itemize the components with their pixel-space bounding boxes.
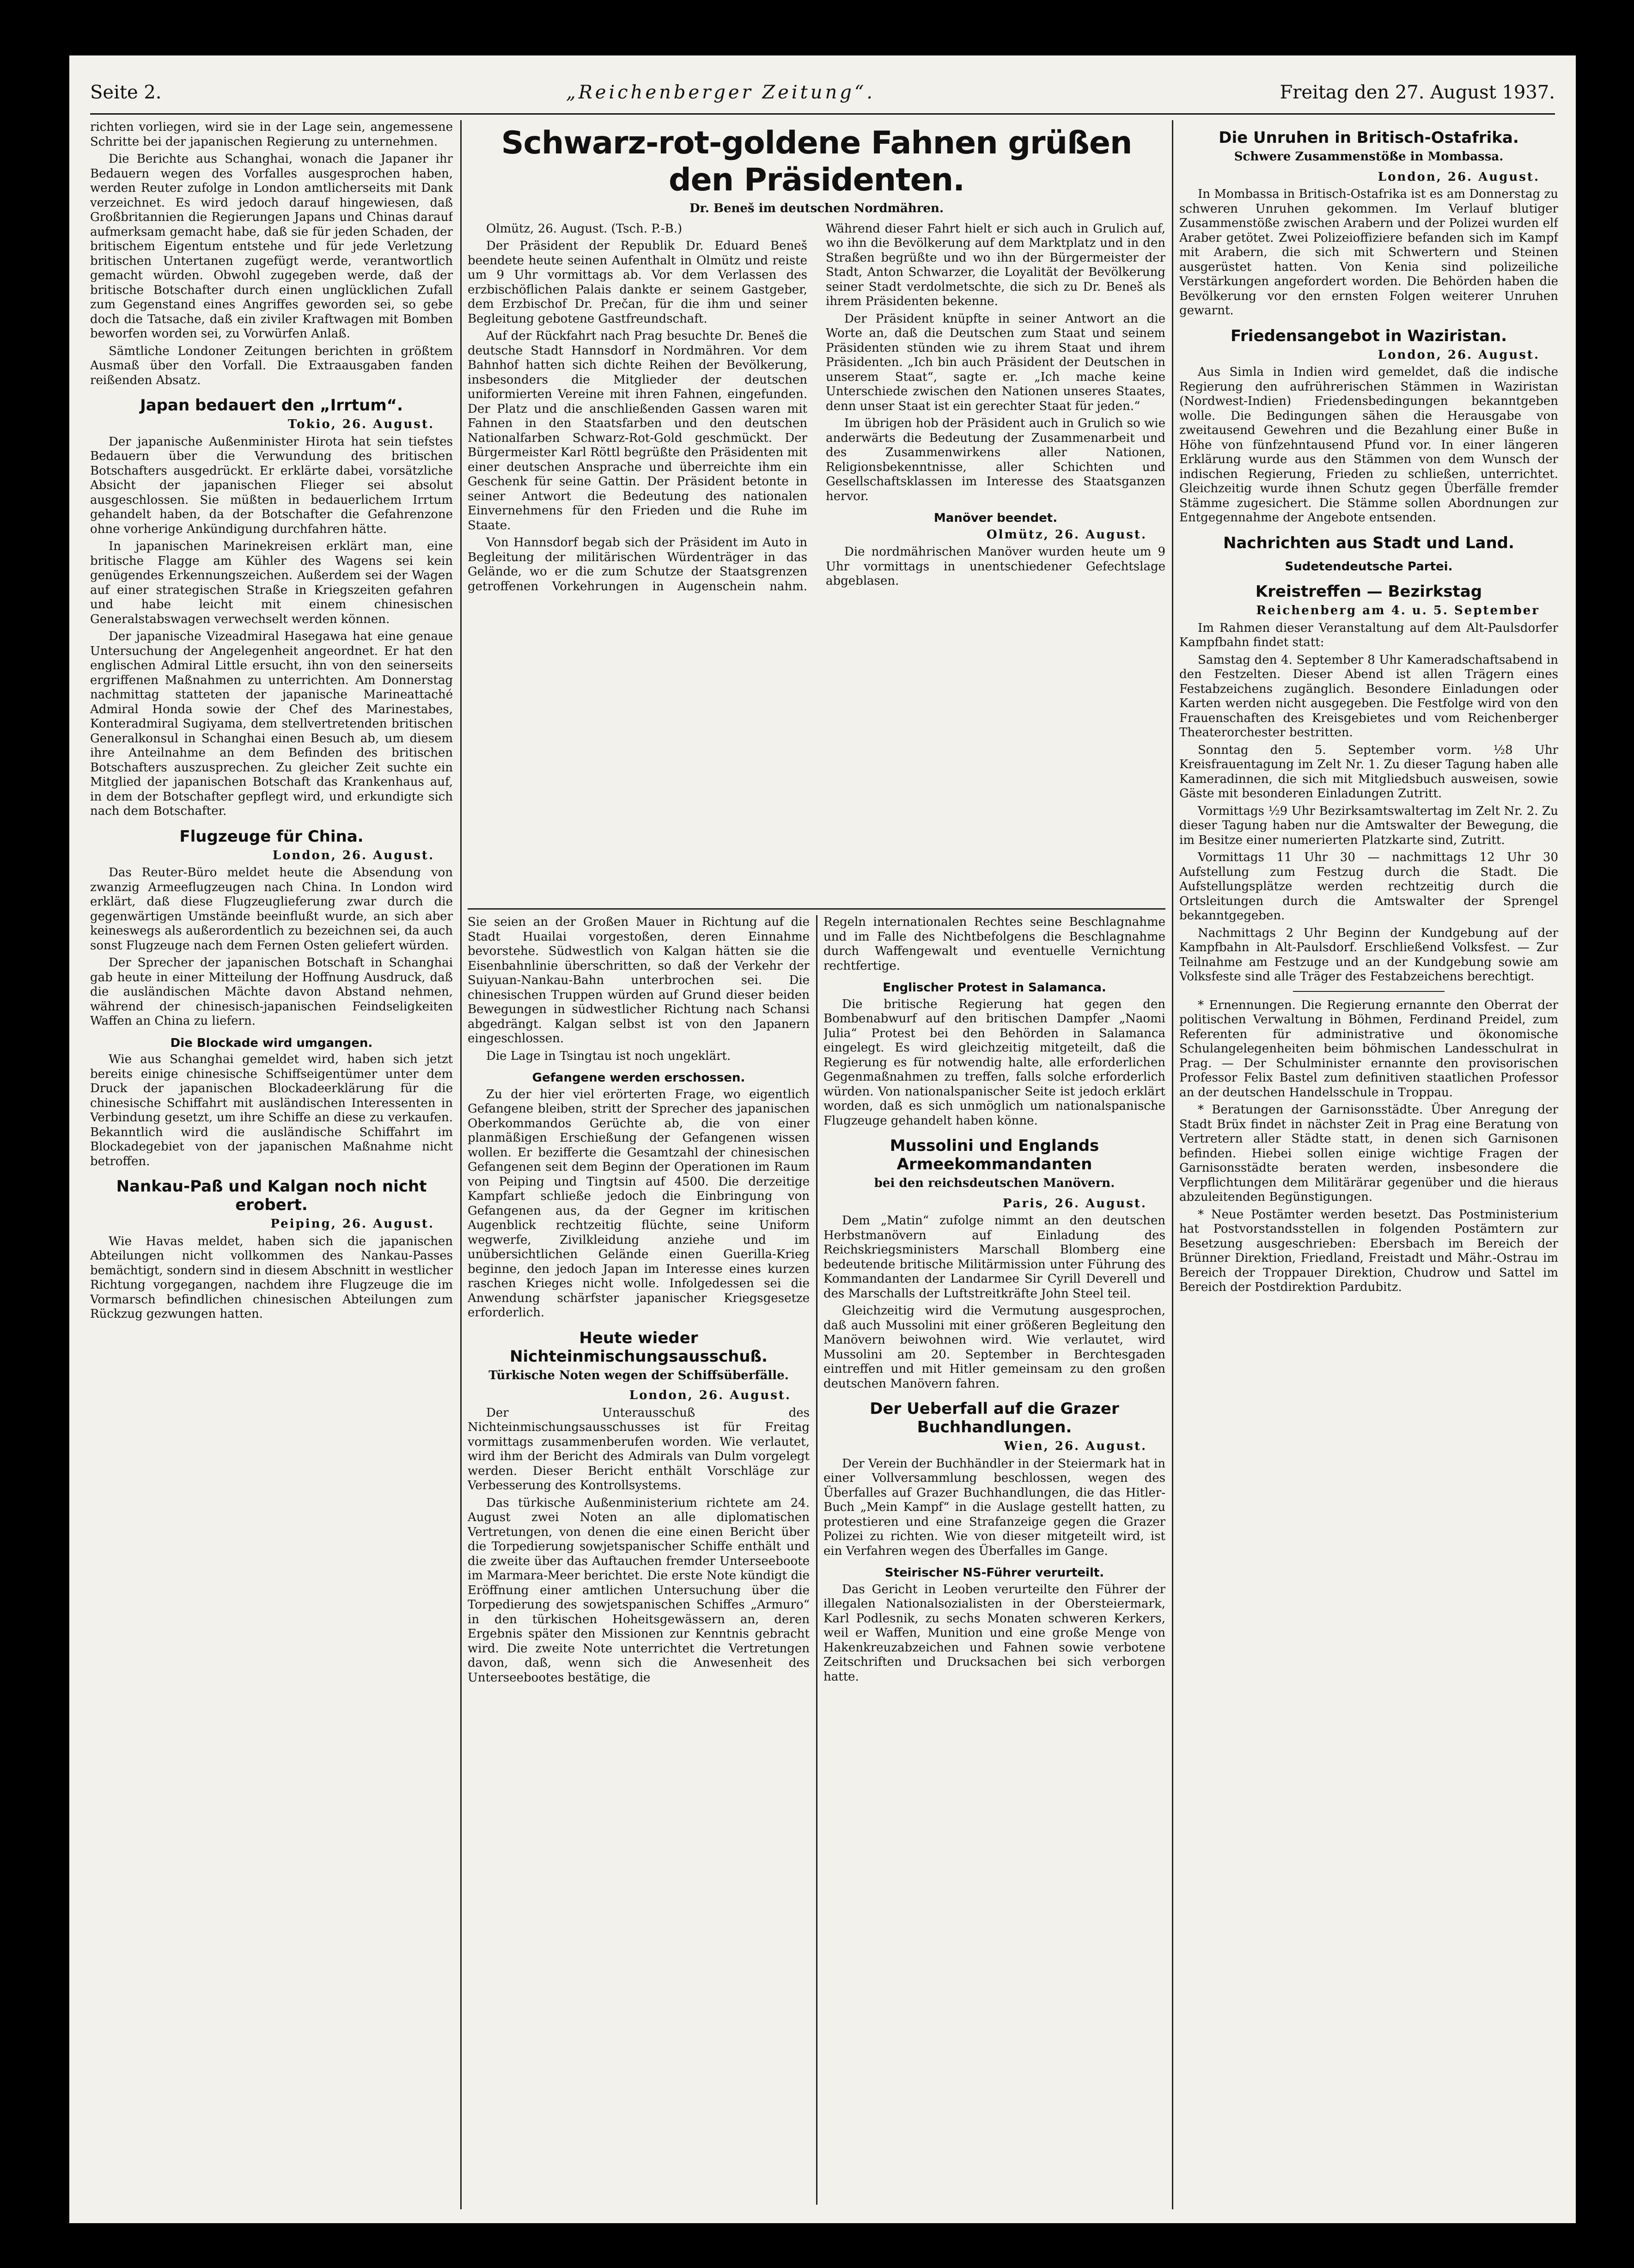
paragraph: Samstag den 4. September 8 Uhr Kameradschaftsabend in den Festzelten. Dieser Abend ist allen Trägern eines Festabzeichens zugänglich. Besondere Einladungen oder Karten werden nicht ausgegeben. Die Festfolge wird von den Frauenschaften des Kreisgebietes und vom Reichenberger Theaterorchester bestritten. (1179, 653, 1558, 740)
subheading: Englischer Protest in Salamanca. (883, 981, 1106, 995)
subheadline: bei den reichsdeutschen Manövern. (874, 1176, 1115, 1190)
paragraph: Der japanische Außenminister Hirota hat sein tiefstes Bedauern über die Verwundung des britischen Botschafters ausgedrückt. Er erklärte dabei, vorsätzliche Absicht der japanischen Flieger sei absolut ausgeschlossen. Sie müßten in bedauerlichem Irrtum gehandelt haben, da der Botschafter die Gefahrenzone ohne vorherige Ankündigung durchfahren hätte. (90, 434, 453, 536)
article-headline: Kreistreffen — Bezirkstag (1255, 582, 1482, 601)
paragraph: Im übrigen hob der Präsident auch in Grulich so wie anderwärts die Bedeutung der Zusammenarbeit und des Zusammenwirkens aller Nationen, Religionsbekenntnisse, aller Schichten und Gesellschaftsklassen im Interesse des Staatsganzen hervor. (826, 416, 1165, 503)
lead-story (468, 120, 1165, 897)
lead-body (468, 222, 1165, 594)
paragraph: Der japanische Vizeadmiral Hasegawa hat eine genaue Untersuchung der Angelegenheit angeordnet. Er hat den englischen Admiral Little ersucht, ihn von den seinerseits ergriffenen Maßnahmen zu unterrichten. Am Donnerstag nachmittag statteten der japanische Marineattaché Admiral Honda sowie der Chef des Marinestabes, Konteradmiral Sugiyama, dem stellvertretenden britischen Generalkonsul in Schanghai einen Besuch ab, um diesem ihre Anteilnahme an dem Befinden des britischen Botschafters auszusprechen. Zu gleicher Zeit suchte ein Mitglied der japanischen Botschaft das Krankenhaus auf, in dem der Botschafter gepflegt wird, und erkundigte sich nach dem Botschafter. (90, 630, 453, 818)
paragraph: Die nordmährischen Manöver wurden heute um 9 Uhr vormittags in unentschiedener Gefechtslage abgeblasen. (826, 545, 1165, 588)
subheading: Gefangene werden erschossen. (532, 1071, 745, 1085)
paragraph: * Beratungen der Garnisonsstädte. Über Anregung der Stadt Brüx findet in nächster Zeit in Prag eine Beratung von Vertretern aller Städte statt, in denen sich Garnisonen befinden. Hiebei sollen einige wichtige Fragen der Garnisonsstädte beraten werden, insbesondere die Verpflichtungen dem Militärärar gegenüber und die hieraus abzuleitenden Begünstigungen. (1179, 1103, 1558, 1204)
article-headline: Japan bedauert den „Irrtum“. (140, 396, 403, 415)
paragraph: Nachmittags 2 Uhr Beginn der Kundgebung auf der Kampfbahn in Alt-Paulsdorf. Erschließend Volksfest. — Zur Teilnahme am Festzuge und an der Kundgebung sowie am Volksfeste sind alle Träger des Festabzeichens berechtigt. (1179, 926, 1558, 984)
paragraph: richten vorliegen, wird sie in der Lage sein, angemessene Schritte bei der japanischen Regierung zu unternehmen. (90, 120, 453, 149)
paragraph: Aus Simla in Indien wird gemeldet, daß die indische Regierung den aufrührerischen Stämmen in Waziristan (Nordwest-Indien) Friedensbedingungen bekanntgeben wolle. Die Bedingungen sähen die Herausgabe von zweitausend Gewehren und die Bezahlung einer Buße in Höhe von fünfzehntausend Pfund vor. In einer längeren Erklärung wurde aus den Stämmen von dem Wunsch der indischen Regierung, Frieden zu schließen, unterrichtet. Gleichzeitig wurde ihnen Schutz gegen Überfälle fremder Stämme zugesichert. Die Stämme sollen Abordnungen zur Entgegennahme der Angebote entsenden. (1179, 365, 1558, 525)
column-left (90, 120, 453, 2209)
paragraph: Die britische Regierung hat gegen den Bombenabwurf auf den britischen Dampfer „Naomi Julia“ Protest bei den Behörden in Salamanca eingelegt. Es wird gleichzeitig mitgeteilt, daß die Regierung es für notwendig halte, alle erforderlichen Gegenmaßnahmen zu treffen, falls solche erforderlich würden. Von nationalspanischer Seite ist jedoch erklärt worden, daß es sich unmöglich um nationalspanische Flugzeuge gehandelt haben könne. (823, 997, 1165, 1128)
dateline: Peiping, 26. August. (270, 1217, 434, 1231)
article-headline: Die Unruhen in Britisch-Ostafrika. (1219, 128, 1519, 147)
paragraph: Sie seien an der Großen Mauer in Richtung auf die Stadt Huailai vorgestoßen, deren Einnahme bevorstehe. Südwestlich von Kalgan hätten sie die Eisenbahnlinie überschritten, so daß der Verkehr der Suiyuan-Nankau-Bahn unterbrochen sei. Die chinesischen Truppen würden auf Grund dieser beiden Bewegungen in südwestlicher Richtung nach Schansi abgedrängt. Kalgan selbst ist von den Japanern eingeschlossen. (468, 915, 810, 1045)
column-right (1179, 120, 1558, 2209)
lead-headline: Schwarz-rot-goldene Fahnen grüßen den Präsidenten. (501, 125, 1132, 198)
column-middle-left (468, 915, 810, 2205)
paragraph: Vormittags ½9 Uhr Bezirksamtswaltertag im Zelt Nr. 2. Zu dieser Tagung haben nur die Amtswalter der Bewegung, die im Besitze einer numerierten Platzkarte sind, Zutritt. (1179, 804, 1558, 847)
subheadline: Schwere Zusammenstöße in Mombassa. (1234, 150, 1504, 164)
paragraph: Das Reuter-Büro meldet heute die Absendung von zwanzig Armeeflugzeugen nach China. In London wird erklärt, daß diese Flugzeuglieferung zwar durch die gegenwärtigen Umstände beeinflußt wurde, an sich aber keineswegs als außerordentlich zu bezeichnen sei, da auch sonst Flugzeuge nach dem Fernen Osten geliefert würden. (90, 866, 453, 953)
paragraph: * Ernennungen. Die Regierung ernannte den Oberrat der politischen Verwaltung in Böhmen, Ferdinand Preidel, zum Referenten für administrative und ökonomische Schulangelegenheiten beim böhmischen Landesschulrat in Prag. — Der Schulminister ernannte den provisorischen Professor Felix Bastel zum definitiven staatlichen Professor an der deutschen Handelsschule in Troppau. (1179, 998, 1558, 1100)
subheadline: Türkische Noten wegen der Schiffsüberfälle. (488, 1368, 789, 1382)
separator (1293, 991, 1445, 992)
paragraph: Der Verein der Buchhändler in der Steiermark hat in einer Vollversammlung beschlossen, wegen des Überfalles auf Grazer Buchhandlungen, die das Hitler-Buch „Mein Kampf“ in die Auslage gestellt hatten, zu protestieren und eine Strafanzeige gegen die Grazer Polizei zu richten. Wie von dieser mitgeteilt wird, ist ein Verfahren wegen des Überfalles im Gange. (823, 1456, 1165, 1558)
paragraph: Die Lage in Tsingtau ist noch ungeklärt. (486, 1049, 731, 1063)
section-headline: Nachrichten aus Stadt und Land. (1223, 533, 1514, 552)
paragraph: Sämtliche Londoner Zeitungen berichten in größtem Ausmaß über den Vorfall. Die Extraausgaben fanden reißenden Absatz. (90, 344, 453, 387)
paragraph: Regeln internationalen Rechtes seine Beschlagnahme und im Falle des Nichtbefolgens die Beschlagnahme durch Waffengewalt und eventuelle Vernichtung rechtfertige. (823, 915, 1165, 973)
dateline: London, 26. August. (1378, 170, 1540, 184)
article-headline: Mussolini und Englands Armeekommandanten (890, 1137, 1099, 1174)
paragraph: Der Unterausschuß des Nichteinmischungsausschusses ist für Freitag vormittags zusammenberufen worden. Wie verlautet, wird ihm der Bericht des Admirals van Dulm vorgelegt werden. Dieser Bericht enthält Vorschläge zur Verbesserung des Kontrollsystems. (468, 1406, 810, 1492)
subheading: Manöver beendet. (933, 511, 1058, 525)
paragraph: Der Sprecher der japanischen Botschaft in Schanghai gab heute in einer Mitteilung der Hoffnung Ausdruck, daß die ausländischen Mächte davon Abstand nehmen, während der chinesisch-japanischen Feindseligkeiten Waffen an China zu liefern. (90, 956, 453, 1028)
dateline: London, 26. August. (629, 1388, 791, 1402)
paragraph: Der Präsident der Republik Dr. Eduard Beneš beendete heute seinen Aufenthalt in Olmütz und reiste um 9 Uhr vormittags ab. Vor dem Verlassen des erzbischöflichen Palais dankte er seinem Gastgeber, dem Erzbischof Dr. Prečan, für die ihm und seiner Begleitung gebotene Gastfreundschaft. (468, 239, 807, 326)
paragraph: Der Präsident knüpfte in seiner Antwort an die Worte an, daß die Deutschen zum Staat und seinem Präsidenten stünden wie zu ihrem Staat und ihrem Präsidenten. „Ich bin auch Präsident der Deutschen in unserem Staat“, sagte er. „Ich mache keine Unterschiede zwischen den Nationen unseres Staates, denn unser Staat ist ein gerechter Staat für jeden.“ (826, 312, 1165, 413)
paragraph: Olmütz, 26. August. (Tsch. P.-B.) (486, 221, 683, 236)
dateline: Reichenberg am 4. u. 5. September (1256, 604, 1540, 617)
paragraph: Die Berichte aus Schanghai, wonach die Japaner ihr Bedauern wegen des Vorfalles ausgesprochen haben, werden Reuter zufolge in London amtlicherseits mit Dank verzeichnet. Es wird jedoch darauf hingewiesen, daß Großbritannien die Regierungen Japans und Chinas darauf aufmerksam gemacht habe, daß sie für jeden Schaden, der britischem Eigentum entstehe und für jede Verletzung britischen Untertanen zugefügt werde, verantwortlich gemacht würden. Obwohl zugegeben werde, daß der britische Botschafter durch einen unglücklichen Zufall zum Gegenstand eines Angriffes geworden sei, so gebe doch die Tatsache, daß ein ziviler Kraftwagen mit Bomben beworfen worden sei, zu Vorwürfen Anlaß. (90, 152, 453, 341)
dateline: London, 26. August. (272, 848, 434, 862)
paragraph: Von Hannsdorf begab sich der Präsident im Auto in Begleitung der militärischen Würdenträger in das Gelände, wo er die zum Schutze der Staatsgrenzen getroffenen Vorkehrungen in Augenschein nahm. Während dieser Fahrt hielt er sich auch in Grulich auf, wo ihn die Bevölkerung auf dem Marktplatz und in den Straßen begrüßte und wo ihn der Bürgermeister der Stadt, Anton Schwarzer, die Loyalität der Bevölkerung seiner Stadt verdolmetschte, die sich zu Dr. Beneš als ihrem Präsidenten bekenne. (468, 221, 1165, 593)
subheading: Die Blockade wird umgangen. (170, 1036, 373, 1050)
paragraph: Das Gericht in Leoben verurteilte den Führer der illegalen Nationalsozialisten in der Obersteiermark, Karl Podlesnik, zu sechs Monaten schweren Kerkers, weil er Waffen, Munition und eine große Menge von Hakenkreuzabzeichen und Fahnen sowie verbotene Zeitschriften und Drucksachen bei sich verborgen hatte. (823, 1582, 1165, 1684)
paragraph: Zu der hier viel erörterten Frage, wo eigentlich Gefangene bleiben, stritt der Sprecher des japanischen Oberkommandos Gerüchte ab, die von einer planmäßigen Erschießung der Gefangenen wissen wollen. Er bezifferte die Gesamtzahl der chinesischen Gefangenen seit dem Beginn der Operationen im Raum von Peiping und Tingtsin auf 4500. Die derzeitige Kampfart schließe jedoch die Einbringung von Gefangenen aus, da der Gegner im kritischen Augenblick rechtzeitig flüchte, seine Uniform wegwerfe, Zivilkleidung anziehe und im unübersichtlichen Gelände einen Guerilla-Krieg beginne, den jedoch Japan im Interesse eines kurzen raschen Krieges nicht wolle. Infolgedessen sei die Anwendung schärfster japanischer Kriegsgesetze erforderlich. (468, 1087, 810, 1320)
article-headline: Nankau-Paß und Kalgan noch nicht erobert. (116, 1177, 427, 1214)
paragraph: Im Rahmen dieser Veranstaltung auf dem Alt-Paulsdorfer Kampfbahn findet statt: (1179, 621, 1558, 649)
paragraph: Dem „Matin“ zufolge nimmt an den deutschen Herbstmanövern auf Einladung des Reichskriegsministers Marschall Blomberg eine bedeutende britische Militärmission unter Führung des Kommandanten der Landarmee Sir Cyrill Deverell und des Marschalls der Luftstreitkräfte John Steel teil. (823, 1214, 1165, 1301)
dateline: Olmütz, 26. August. (987, 527, 1147, 542)
paragraph: In Mombassa in Britisch-Ostafrika ist es am Donnerstag zu schweren Unruhen gekommen. Im Verlauf blutiger Zusammenstöße zwischen Arabern und der Polizei wurden elf Araber getötet. Zwei Polizeioffiziere befanden sich im Kampf mit Arabern, die sich mit Schwertern und Steinen ausgerüstet hatten. Von Kenia sind polizeiliche Verstärkungen angefordert worden. Die Behörden haben die Bevölkerung vor den ernsten Folgen weiterer Unruhen gewarnt. (1179, 187, 1558, 318)
dateline: Tokio, 26. August. (287, 417, 434, 431)
paragraph: Das türkische Außenministerium richtete am 24. August zwei Noten an alle diplomatischen Vertretungen, von denen die eine einen Bericht über die Torpedierung sowjetspanischer Schiffe enthält und die zweite über das Auftauchen fremder Unterseeboote im Marmara-Meer berichtet. Die erste Note kündigt die Eröffnung einer amtlichen Untersuchung über die Torpedierung des sowjetspanischen Schiffes „Armuro“ in den türkischen Hoheitsgewässern an, deren Ergebnis später den Missionen zur Kenntnis gebracht wird. Die zweite Note unterrichtet die Vertretungen davon, daß, wenn sich die Anwesenheit des Unterseebootes bestätige, die (468, 1496, 810, 1685)
article-headline: Friedensangebot in Waziristan. (1230, 326, 1507, 345)
paragraph: Sonntag den 5. September vorm. ½8 Uhr Kreisfrauentagung im Zelt Nr. 1. Zu dieser Tagung haben alle Kameradinnen, die sich mit Mitgliedsbuch ausweisen, sowie Gäste mit besonderen Einladungen Zutritt. (1179, 743, 1558, 801)
article-headline: Heute wieder Nichteinmischungsausschuß. (510, 1328, 768, 1366)
column-rule (816, 915, 817, 2205)
subheading: Steirischer NS-Führer verurteilt. (884, 1566, 1104, 1580)
column-rule (1172, 120, 1173, 2209)
paragraph: Gleichzeitig wird die Vermutung ausgesprochen, daß auch Mussolini mit einer größeren Begleitung den Manövern beiwohnen wird. Wie verlautet, wird Mussolini am 20. September in Berchtesgaden eintreffen und mit Hitler gemeinsam zu den großen deutschen Manövern fahren. (823, 1304, 1165, 1391)
page-number: Seite 2. (90, 82, 162, 103)
dateline: Paris, 26. August. (1002, 1196, 1147, 1210)
paragraph: Vormittags 11 Uhr 30 — nachmittags 12 Uhr 30 Aufstellung zum Festzug durch die Stadt. Die Aufstellungsplätze werden rechtzeitig durch die Ortsleitungen durch die Amtswalter der Sprengel bekanntgegeben. (1179, 850, 1558, 923)
section-rule (468, 908, 1165, 910)
paragraph: Wie Havas meldet, haben sich die japanischen Abteilungen nicht vollkommen des Nankau-Passes bemächtigt, sondern sind in diesem Abschnitt in westlicher Richtung vorgegangen, nachdem ihre Flugzeuge die im Vormarsch befindlichen chinesischen Abteilungen zum Rückzug gezwungen hatten. (90, 1234, 453, 1321)
dateline: London, 26. August. (1378, 348, 1540, 362)
paragraph: Auf der Rückfahrt nach Prag besuchte Dr. Beneš die deutsche Stadt Hannsdorf in Nordmähren. Vor dem Bahnhof hatten sich dichte Reihen der Bevölkerung, insbesonders die Mitglieder der deutschen uniformierten Vereine mit ihren Fahnen, eingefunden. Der Platz und die anschließenden Gassen waren mit Fahnen in den Staatsfarben und den deutschen Nationalfarben Schwarz-Rot-Gold geschmückt. Der Bürgermeister Karl Röttl begrüßte den Präsidenten mit einer deutschen Ansprache und überreichte ihm ein Geschenk für seine Gattin. Der Präsident betonte in seiner Antwort die Bedeutung des nationalen Einvernehmens für den Frieden und die Ruhe im Staate. (468, 329, 807, 532)
article-headline: Flugzeuge für China. (179, 827, 364, 846)
subheading: Sudetendeutsche Partei. (1285, 559, 1453, 574)
paragraph: * Neue Postämter werden besetzt. Das Postministerium hat Postvorstandsstellen in folgenden Postämtern zur Besetzung ausgeschrieben: Ebersbach im Bereich der Brünner Direktion, Friedland, Freistadt und Mähr.-Ostrau im Bereich der Troppauer Direktion, Chudrow und Sattel im Bereich der Postdirektion Pardubitz. (1179, 1207, 1558, 1294)
dateline: Wien, 26. August. (1004, 1439, 1147, 1453)
article-headline: Der Ueberfall auf die Grazer Buchhandlungen. (870, 1400, 1119, 1437)
paragraph: In japanischen Marinekreisen erklärt man, eine britische Flagge am Kühler des Wagens sei kein genügendes Erkennungszeichen. Außerdem sei der Wagen auf einer strategischen Straße in Kriegszeiten gefahren und habe leicht mit einem chinesischen Generalstabswagen verwechselt werden können. (90, 539, 453, 626)
newspaper-title: „Reichenberger Zeitung“. (566, 82, 876, 103)
newspaper-page (69, 55, 1576, 2223)
issue-date: Freitag den 27. August 1937. (1280, 82, 1555, 103)
column-rule (460, 120, 462, 2209)
running-head (90, 72, 1555, 115)
column-middle-right (823, 915, 1165, 2205)
lead-subheadline: Dr. Beneš im deutschen Nordmähren. (689, 202, 944, 215)
paragraph: Wie aus Schanghai gemeldet wird, haben sich jetzt bereits einige chinesische Schiffseigentümer unter dem Druck der japanischen Blockadeerklärung für die chinesische Schiffahrt mit ausländischen Interessenten in Verbindung gesetzt, um ihre Schiffe an diese zu verkaufen. Bekanntlich wird die ausländische Schiffahrt im Blockadegebiet von der japanischen Maßnahme nicht betroffen. (90, 1052, 453, 1168)
